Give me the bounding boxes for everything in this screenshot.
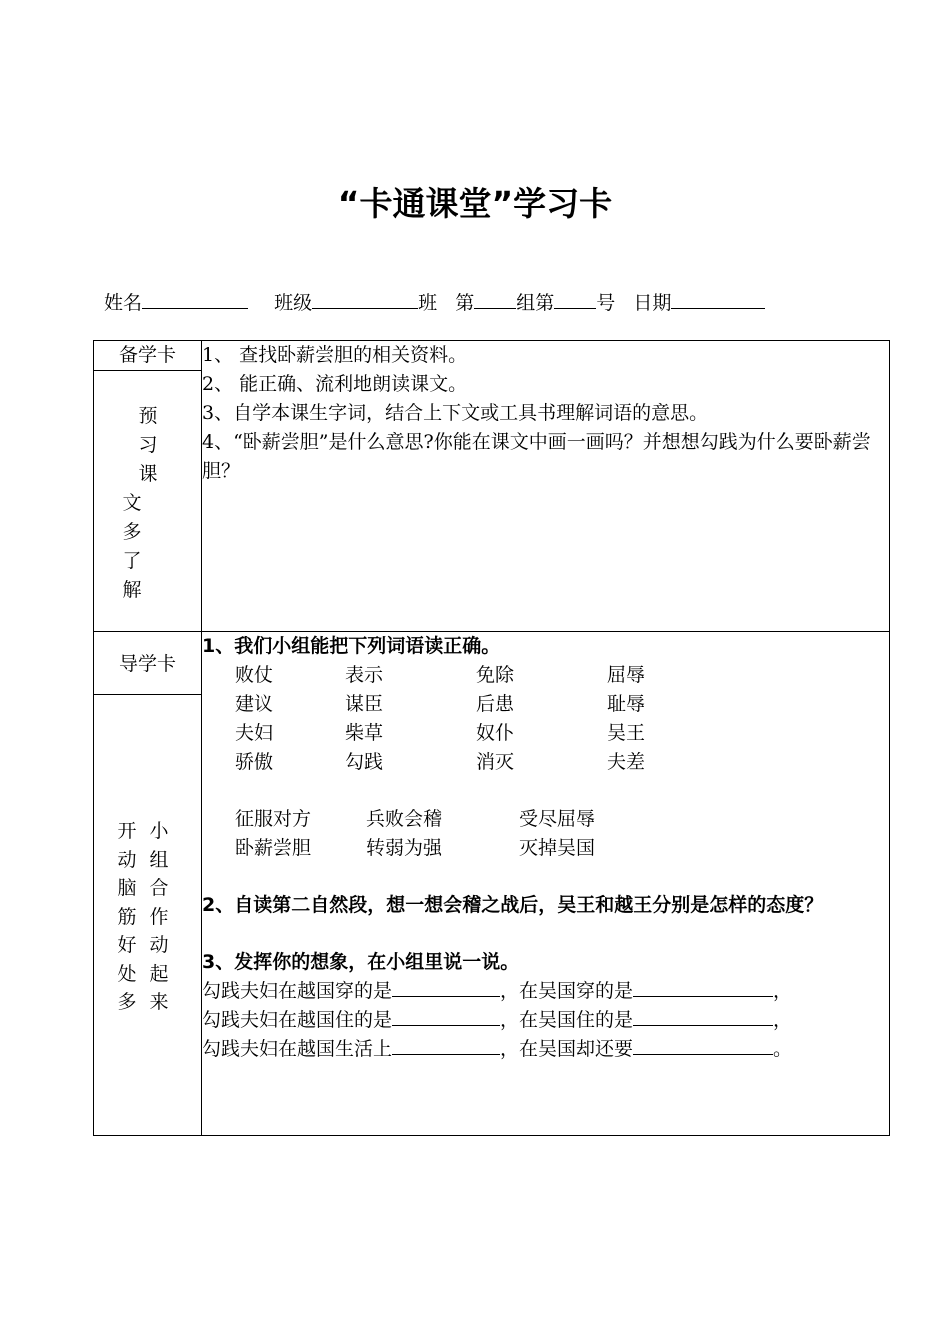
prep-item: 1、 查找卧薪尝胆的相关资料。 xyxy=(202,344,468,366)
fill-prompt: 勾践夫妇在越国穿的是 xyxy=(202,980,393,1002)
fill-blank[interactable] xyxy=(633,1006,773,1026)
idiom: 转弱为强 xyxy=(366,837,443,859)
word: 免除 xyxy=(476,664,515,686)
side-column-1 xyxy=(116,817,138,1017)
guide-side-label xyxy=(94,695,202,1136)
group-blank[interactable] xyxy=(474,290,516,309)
side-char: 起 xyxy=(149,962,169,985)
fill-line xyxy=(202,1006,889,1035)
side-column-2 xyxy=(148,817,170,1017)
page-title: “卡通课堂”学习卡 xyxy=(337,184,613,223)
side-char: 预 xyxy=(138,405,158,427)
side-char: 动 xyxy=(117,848,137,871)
guide-card-header: 导学卡 xyxy=(94,632,202,695)
fill-line xyxy=(202,1035,889,1064)
fill-blank[interactable] xyxy=(633,1035,773,1055)
fill-blank[interactable] xyxy=(392,977,500,997)
word: 耻辱 xyxy=(607,693,646,715)
side-char: 习 xyxy=(138,434,158,456)
fill-punct: 。 xyxy=(773,1038,793,1060)
side-char: 动 xyxy=(149,934,169,956)
guide-card-content xyxy=(202,632,890,1136)
idiom: 卧薪尝胆 xyxy=(235,837,312,859)
fill-prompt: ，在吴国穿的是 xyxy=(500,980,634,1002)
fill-punct: ， xyxy=(773,980,793,1002)
date-blank[interactable] xyxy=(671,290,765,309)
side-char: 作 xyxy=(149,905,169,928)
idiom: 受尽屈辱 xyxy=(519,808,596,830)
fill-blank[interactable] xyxy=(392,1006,500,1026)
fill-prompt: ，在吴国住的是 xyxy=(500,1009,634,1031)
side-char: 多 xyxy=(117,991,137,1013)
group-prefix: 第 xyxy=(455,292,475,314)
fill-line xyxy=(202,977,889,1006)
task-1: 1、我们小组能把下列词语读正确。 xyxy=(202,635,501,657)
prep-card-content xyxy=(202,341,890,632)
side-char: 筋 xyxy=(117,905,137,928)
word: 奴仆 xyxy=(476,722,515,744)
word: 柴草 xyxy=(345,722,384,744)
word: 夫妇 xyxy=(235,722,274,744)
date-label: 日期 xyxy=(633,292,672,314)
side-char: 脑 xyxy=(117,877,137,899)
name-label: 姓名 xyxy=(104,292,143,314)
idiom-grid xyxy=(235,805,889,863)
class-blank[interactable] xyxy=(312,290,418,309)
side-char: 处 xyxy=(117,962,137,985)
side-char: 了 xyxy=(122,550,142,572)
word-grid xyxy=(235,661,889,777)
fill-prompt: ，在吴国却还要 xyxy=(500,1038,634,1060)
fill-blank[interactable] xyxy=(633,977,773,997)
prep-item: 3、自学本课生字词，结合上下文或工具书理解词语的意思。 xyxy=(202,402,709,424)
group-suffix: 组第 xyxy=(516,292,555,314)
side-char: 课 xyxy=(138,463,158,485)
class-suffix: 班 xyxy=(418,292,438,314)
side-char: 合 xyxy=(149,877,169,899)
fill-punct: ， xyxy=(773,1009,793,1031)
number-blank[interactable] xyxy=(554,290,596,309)
prep-item: 2、 能正确、流利地朗读课文。 xyxy=(202,373,468,395)
word: 夫差 xyxy=(607,751,646,773)
word: 后患 xyxy=(476,693,515,715)
side-char: 多 xyxy=(122,521,142,543)
student-info-line xyxy=(104,288,765,315)
prep-card-header: 备学卡 xyxy=(94,341,202,371)
number-suffix: 号 xyxy=(596,292,616,314)
side-char: 好 xyxy=(117,934,137,956)
class-label: 班级 xyxy=(274,292,313,314)
word: 骄傲 xyxy=(235,751,274,773)
side-char: 解 xyxy=(122,579,142,601)
task-2: 2、自读第二自然段，想一想会稽之战后，吴王和越王分别是怎样的态度？ xyxy=(202,894,824,916)
idiom: 灭掉吴国 xyxy=(519,837,596,859)
study-card-table xyxy=(93,340,890,1136)
word: 表示 xyxy=(345,664,384,686)
side-char: 小 xyxy=(149,820,169,842)
side-char: 文 xyxy=(122,492,142,514)
name-blank[interactable] xyxy=(142,290,248,309)
word: 吴王 xyxy=(607,722,646,744)
side-char: 组 xyxy=(149,848,169,871)
prep-side-label xyxy=(94,371,202,632)
word: 勾践 xyxy=(345,751,384,773)
word: 消灭 xyxy=(476,751,515,773)
word: 败仗 xyxy=(235,664,274,686)
word: 屈辱 xyxy=(607,664,646,686)
side-char: 开 xyxy=(117,820,137,842)
side-char: 来 xyxy=(149,991,169,1013)
fill-prompt: 勾践夫妇在越国住的是 xyxy=(202,1009,393,1031)
task-3: 3、发挥你的想象，在小组里说一说。 xyxy=(202,951,520,973)
word: 建议 xyxy=(235,693,274,715)
fill-prompt: 勾践夫妇在越国生活上 xyxy=(202,1038,393,1060)
prep-item: 4、“卧薪尝胆”是什么意思?你能在课文中画一画吗？并想想勾践为什么要卧薪尝胆？ xyxy=(202,431,871,482)
idiom: 兵败会稽 xyxy=(366,808,443,830)
fill-blank[interactable] xyxy=(392,1035,500,1055)
idiom: 征服对方 xyxy=(235,808,312,830)
word: 谋臣 xyxy=(345,693,384,715)
